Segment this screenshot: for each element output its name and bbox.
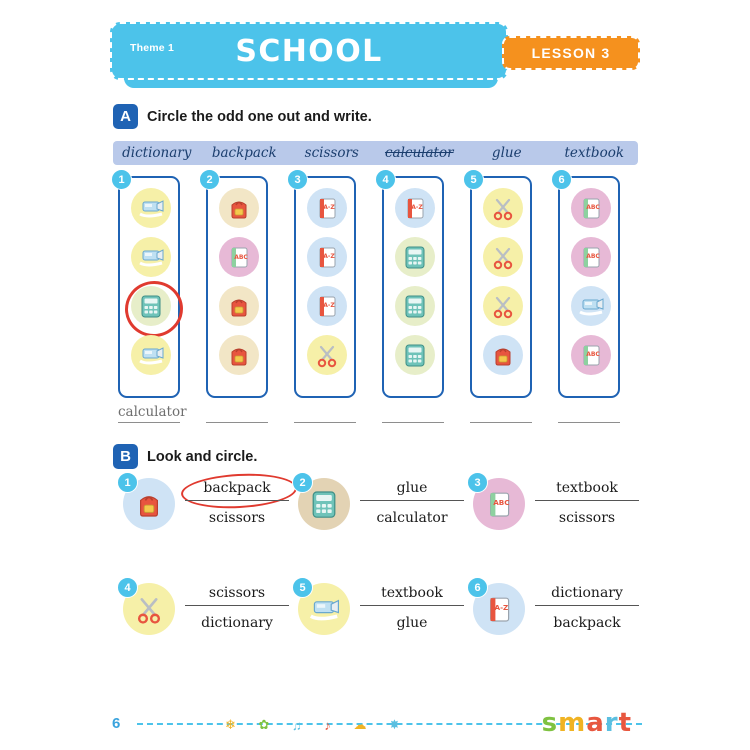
picture-dictionary [307,237,347,277]
page-number: 6 [112,715,121,732]
option-top[interactable]: textbook [360,585,464,606]
exercise-b-items [113,478,638,658]
svg-text:ABC: ABC [586,204,600,211]
option-bottom[interactable]: scissors [558,510,616,526]
svg-text:ABC: ABC [493,498,510,508]
answer-line[interactable] [558,404,620,423]
option-top[interactable]: scissors [185,585,289,606]
picture-backpack [219,286,259,326]
page-title: SCHOOL [235,34,383,69]
svg-text:ABC: ABC [586,351,600,358]
word-bank [113,141,638,165]
picture-glue [571,286,611,326]
item-number: 5 [292,577,313,598]
ribbon-icon: ❄ [225,717,236,732]
item-number: 6 [467,577,488,598]
word-bank-item: backpack [211,145,277,161]
picture-calculator [298,478,350,530]
picture-scissors [483,188,523,228]
picture-glue [131,188,171,228]
exercise-a-column[interactable] [382,173,444,398]
picture-textbook [571,188,611,228]
answer-line[interactable] [206,404,268,423]
item-number: 4 [117,577,138,598]
exercise-a-columns [113,173,638,420]
picture-scissors [483,237,523,277]
picture-glue [131,335,171,375]
option-top[interactable]: dictionary [535,585,639,606]
picture-dictionary [307,286,347,326]
svg-text:A-Z: A-Z [323,302,335,309]
star-icon: ✸ [389,717,400,732]
svg-text:A-Z: A-Z [323,253,335,260]
item-number: 3 [287,169,308,190]
option-bottom[interactable]: glue [396,615,428,631]
word-bank-item: glue [491,145,522,161]
answer-line[interactable]: calculator [118,404,180,423]
lesson-badge [502,36,640,70]
exercise-b-item[interactable] [298,478,473,540]
page-header [110,22,640,84]
student-circle-mark [122,278,186,341]
item-number: 4 [375,169,396,190]
answer-line[interactable] [382,404,444,423]
theme-label: Theme 1 [130,42,174,54]
picture-glue [298,583,350,635]
picture-backpack [483,335,523,375]
option-bottom[interactable]: backpack [553,615,621,631]
answer-line[interactable] [470,404,532,423]
exercise-b-item[interactable] [123,478,298,540]
picture-textbook [571,335,611,375]
exercise-b-item[interactable] [123,583,298,645]
word-bank-item: dictionary [122,145,192,161]
section-instruction-a: Circle the odd one out and write. [147,108,372,125]
leaf-icon: ✿ [258,717,270,732]
option-top[interactable]: glue [360,480,464,501]
word-bank-item: textbook [564,145,625,161]
page-footer [0,688,750,750]
svg-text:A-Z: A-Z [323,204,335,211]
picture-scissors [123,583,175,635]
section-instruction-b: Look and circle. [147,448,258,465]
brand-logo: smart [541,708,632,738]
item-number: 3 [467,472,488,493]
item-number: 2 [292,472,313,493]
picture-dictionary [307,188,347,228]
theme-banner [110,22,508,80]
svg-text:ABC: ABC [586,253,600,260]
picture-textbook [473,478,525,530]
item-number: 6 [551,169,572,190]
svg-text:A-Z: A-Z [411,204,423,211]
picture-dictionary [395,188,435,228]
picture-dictionary [219,237,259,277]
option-top[interactable]: textbook [535,480,639,501]
exercise-b-item[interactable] [473,478,648,540]
answer-line[interactable] [294,404,356,423]
exercise-a-column[interactable] [118,173,180,398]
picture-glue [131,237,171,277]
exercise-a-column[interactable] [558,173,620,398]
exercise-b-item[interactable] [473,583,648,645]
lesson-badge-label: LESSON 3 [531,45,611,61]
picture-dictionary [473,583,525,635]
picture-calculator [395,335,435,375]
item-number: 5 [463,169,484,190]
hand-icon: ♪ [324,717,331,733]
picture-scissors [483,286,523,326]
exercise-a-column[interactable] [294,173,356,398]
picture-calculator [395,286,435,326]
word-bank-item-struck: calculator [384,145,454,161]
music-note-icon: ♫ [292,717,302,733]
option-bottom[interactable]: calculator [376,510,448,526]
item-number: 1 [117,472,138,493]
exercise-a-column[interactable] [470,173,532,398]
cloud-icon: ☁ [353,717,367,732]
item-number: 1 [111,169,132,190]
section-letter-b: B [113,444,138,469]
picture-backpack [123,478,175,530]
exercise-a-column[interactable] [206,173,268,398]
picture-calculator [395,237,435,277]
picture-backpack [219,188,259,228]
word-bank-item: scissors [304,145,359,161]
option-top[interactable]: backpack [185,480,289,501]
option-bottom[interactable]: scissors [208,510,266,526]
exercise-b-item[interactable] [298,583,473,645]
option-bottom[interactable]: dictionary [201,615,273,631]
section-letter-a: A [113,104,138,129]
footer-decoration-icons [225,714,400,736]
picture-textbook [571,237,611,277]
item-number: 2 [199,169,220,190]
section-header-a [113,104,372,129]
svg-text:ABC: ABC [234,254,248,261]
picture-scissors [307,335,347,375]
picture-backpack [219,335,259,375]
svg-text:A-Z: A-Z [494,603,509,613]
section-header-b [113,444,257,469]
